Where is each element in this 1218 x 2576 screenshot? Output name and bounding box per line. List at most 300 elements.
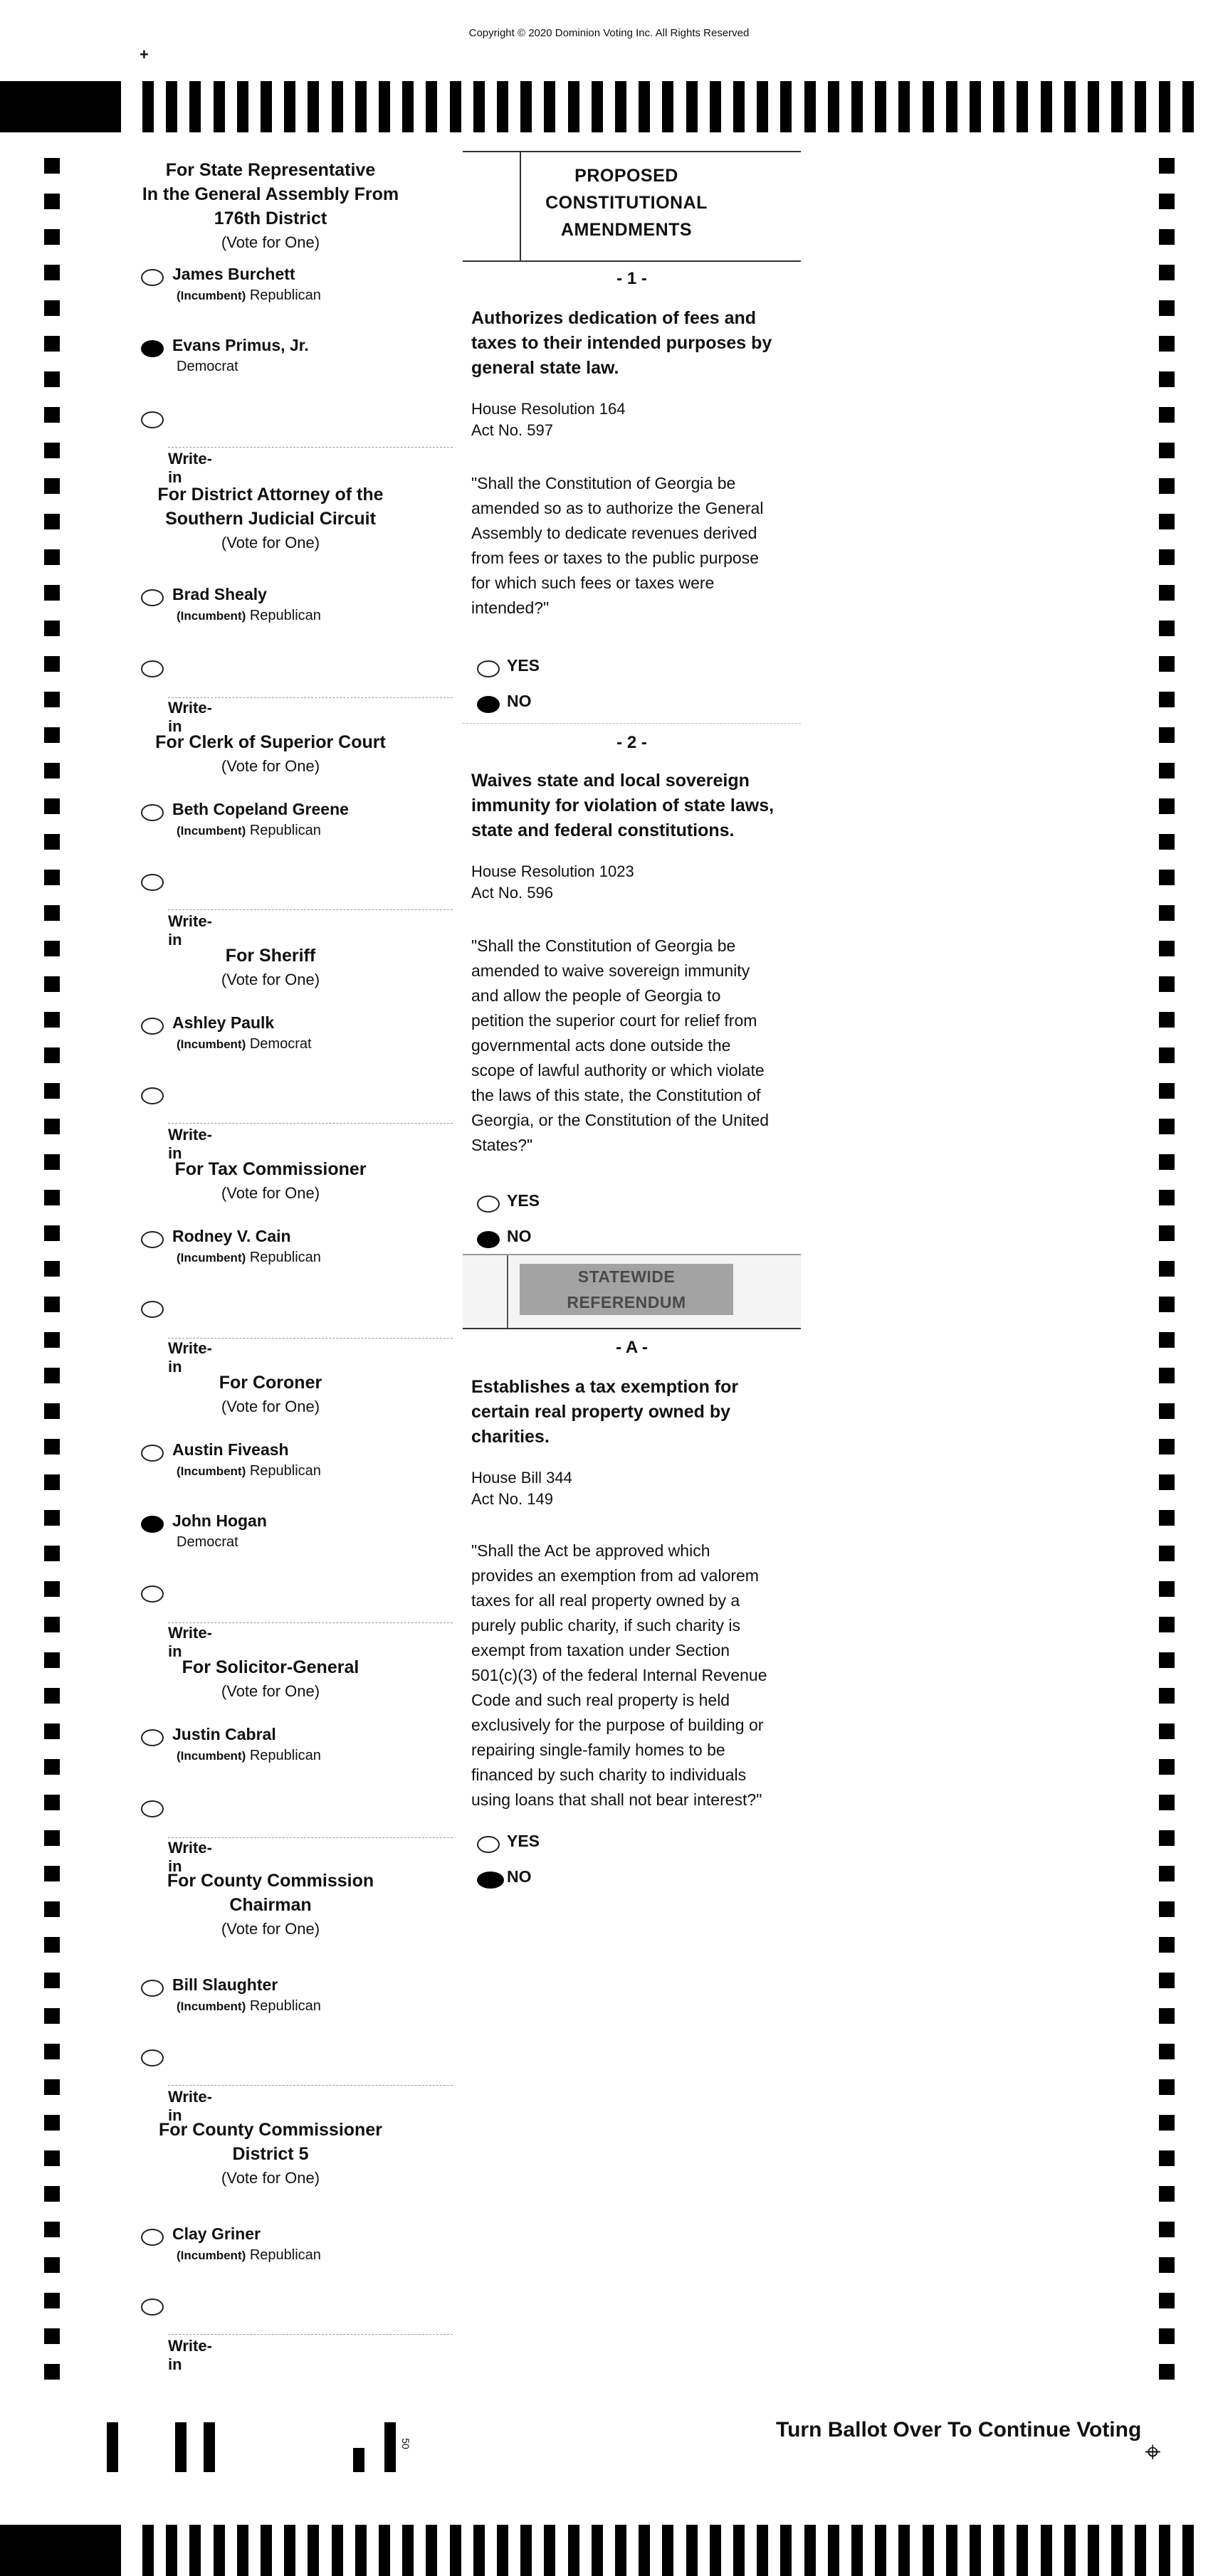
timing-mark bbox=[804, 2525, 816, 2576]
side-timing-mark bbox=[44, 2328, 60, 2344]
candidate-name: Justin Cabral bbox=[172, 1725, 276, 1743]
side-timing-mark bbox=[44, 2186, 60, 2202]
timing-mark bbox=[473, 2525, 485, 2576]
side-timing-mark bbox=[1159, 2328, 1175, 2344]
side-timing-mark bbox=[1159, 763, 1175, 778]
side-timing-mark bbox=[44, 763, 60, 778]
side-timing-mark bbox=[44, 1617, 60, 1632]
contest-title-line: For Coroner bbox=[219, 1373, 322, 1393]
question-line: exclusively for the purpose of building or bbox=[471, 1716, 764, 1734]
timing-mark bbox=[402, 81, 414, 132]
side-timing-mark bbox=[44, 1759, 60, 1775]
contest-title-line: For Clerk of Superior Court bbox=[155, 732, 386, 752]
amendments-header-box bbox=[463, 151, 801, 262]
candidate-party bbox=[177, 287, 321, 304]
timing-mark bbox=[757, 2525, 768, 2576]
side-timing-mark bbox=[1159, 834, 1175, 850]
timing-mark bbox=[1064, 2525, 1076, 2576]
side-timing-mark bbox=[1159, 2293, 1175, 2308]
no-oval-marked[interactable] bbox=[477, 696, 500, 713]
party-name: Republican bbox=[249, 1748, 321, 1763]
referendum-number: - A - bbox=[616, 1338, 648, 1357]
side-timing-mark bbox=[44, 941, 60, 956]
timing-mark bbox=[450, 81, 461, 132]
writein-label: Write-in bbox=[168, 2088, 212, 2124]
side-timing-mark bbox=[44, 1546, 60, 1561]
question-line: amended to waive sovereign immunity bbox=[471, 961, 750, 980]
crosshair-icon: ⌖ bbox=[1145, 2437, 1161, 2468]
side-timing-mark bbox=[1159, 1688, 1175, 1704]
amendment-reference bbox=[471, 861, 634, 904]
side-timing-mark bbox=[44, 1510, 60, 1526]
timing-mark bbox=[615, 2525, 626, 2576]
timing-mark bbox=[261, 2525, 272, 2576]
timing-mark bbox=[828, 81, 839, 132]
ballot-oval[interactable] bbox=[141, 1585, 164, 1603]
side-timing-mark bbox=[1159, 1937, 1175, 1953]
question-line: provides an exemption from ad valorem bbox=[471, 1566, 759, 1585]
side-timing-mark bbox=[44, 1012, 60, 1028]
side-timing-mark bbox=[1159, 2186, 1175, 2202]
party-name: Democrat bbox=[177, 359, 238, 374]
side-timing-mark bbox=[1159, 1830, 1175, 1846]
side-timing-mark bbox=[1159, 549, 1175, 565]
side-timing-mark bbox=[44, 1119, 60, 1134]
header-divider bbox=[520, 152, 521, 260]
side-timing-mark bbox=[1159, 656, 1175, 672]
timing-mark bbox=[780, 81, 792, 132]
party-name: Republican bbox=[249, 1250, 321, 1265]
code-block bbox=[353, 2448, 364, 2472]
ref-line: Act No. 596 bbox=[471, 884, 553, 902]
side-timing-mark bbox=[1159, 2115, 1175, 2131]
party-name: Republican bbox=[249, 823, 321, 838]
writein-line bbox=[168, 697, 453, 698]
yes-label: YES bbox=[507, 1832, 540, 1850]
timing-mark bbox=[332, 81, 343, 132]
contest-title-line: For Tax Commissioner bbox=[174, 1159, 367, 1179]
ref-line: House Bill 344 bbox=[471, 1469, 572, 1487]
ballot-oval[interactable] bbox=[141, 589, 164, 606]
side-timing-mark bbox=[44, 407, 60, 423]
no-oval-marked[interactable] bbox=[477, 1231, 500, 1248]
party-name: Democrat bbox=[249, 1036, 312, 1052]
timing-mark bbox=[686, 81, 698, 132]
party-name: Republican bbox=[249, 2247, 321, 2263]
ballot-oval[interactable] bbox=[141, 1087, 164, 1104]
question-line: "Shall the Constitution of Georgia be bbox=[471, 936, 736, 955]
no-label: NO bbox=[507, 1227, 532, 1245]
side-timing-mark bbox=[44, 621, 60, 636]
timing-mark bbox=[733, 81, 745, 132]
code-block bbox=[204, 2422, 215, 2472]
side-timing-mark bbox=[44, 2115, 60, 2131]
amendment-title bbox=[471, 769, 799, 843]
amendment-question bbox=[471, 471, 799, 621]
timing-mark bbox=[662, 81, 673, 132]
title-line: general state law. bbox=[471, 358, 619, 378]
question-line: "Shall the Act be approved which bbox=[471, 1541, 710, 1560]
ballot-oval-marked[interactable] bbox=[141, 340, 164, 357]
no-oval-marked[interactable] bbox=[477, 1872, 504, 1889]
contest-title-line: District 5 bbox=[232, 2144, 309, 2164]
side-timing-mark bbox=[44, 834, 60, 850]
candidate-name: Ashley Paulk bbox=[172, 1013, 275, 1032]
side-timing-mark bbox=[44, 2222, 60, 2237]
side-timing-mark bbox=[1159, 336, 1175, 352]
timing-mark bbox=[568, 2525, 579, 2576]
ballot-oval[interactable] bbox=[141, 1018, 164, 1035]
candidate-party bbox=[177, 1463, 321, 1479]
timing-mark bbox=[308, 81, 319, 132]
side-timing-mark bbox=[44, 1083, 60, 1099]
ref-line: Act No. 597 bbox=[471, 421, 553, 439]
side-timing-mark bbox=[44, 158, 60, 174]
ballot-oval[interactable] bbox=[141, 804, 164, 821]
yes-oval[interactable] bbox=[477, 660, 500, 677]
timing-mark bbox=[520, 2525, 532, 2576]
side-timing-mark bbox=[1159, 870, 1175, 885]
side-timing-mark bbox=[44, 1403, 60, 1419]
side-timing-mark bbox=[44, 443, 60, 458]
incumbent-flag: (Incumbent) bbox=[177, 1251, 246, 1265]
vote-for-label: (Vote for One) bbox=[221, 971, 320, 988]
ballot-oval[interactable] bbox=[141, 1729, 164, 1746]
contest-title-state-rep bbox=[121, 158, 420, 255]
side-timing-mark bbox=[1159, 1901, 1175, 1917]
question-line: Code and such real property is held bbox=[471, 1691, 730, 1709]
side-timing-mark bbox=[44, 371, 60, 387]
side-timing-mark bbox=[1159, 300, 1175, 316]
side-timing-mark bbox=[44, 585, 60, 601]
side-timing-mark bbox=[1159, 1190, 1175, 1205]
top-timing-track bbox=[0, 81, 1218, 132]
side-timing-mark bbox=[1159, 1652, 1175, 1668]
incumbent-flag: (Incumbent) bbox=[177, 1749, 246, 1763]
side-timing-mark bbox=[44, 2008, 60, 2024]
ballot-oval-marked[interactable] bbox=[141, 1516, 164, 1533]
side-timing-mark bbox=[1159, 1795, 1175, 1810]
side-timing-mark bbox=[44, 1261, 60, 1277]
question-line: "Shall the Constitution of Georgia be bbox=[471, 474, 736, 492]
side-timing-mark bbox=[44, 905, 60, 921]
side-timing-mark bbox=[44, 1830, 60, 1846]
side-timing-mark bbox=[1159, 1617, 1175, 1632]
candidate-name: Rodney V. Cain bbox=[172, 1227, 291, 1245]
side-timing-mark bbox=[44, 1368, 60, 1383]
timing-mark bbox=[284, 2525, 295, 2576]
timing-mark bbox=[1159, 2525, 1170, 2576]
title-line: Waives state and local sovereign bbox=[471, 771, 750, 791]
header-line: AMENDMENTS bbox=[560, 220, 693, 240]
timing-mark bbox=[261, 81, 272, 132]
side-timing-mark bbox=[1159, 371, 1175, 387]
side-timing-mark bbox=[1159, 1047, 1175, 1063]
contest-title-line: Southern Judicial Circuit bbox=[165, 509, 376, 529]
side-timing-mark bbox=[44, 1581, 60, 1597]
title-line: Authorizes dedication of fees and bbox=[471, 308, 757, 328]
incumbent-flag: (Incumbent) bbox=[177, 609, 246, 623]
question-line: from fees or taxes to the public purpose bbox=[471, 549, 759, 567]
timing-mark bbox=[355, 2525, 367, 2576]
side-timing-mark bbox=[1159, 1439, 1175, 1455]
side-timing-mark bbox=[1159, 1083, 1175, 1099]
timing-mark bbox=[946, 81, 957, 132]
timing-mark bbox=[662, 2525, 673, 2576]
side-timing-mark bbox=[44, 1973, 60, 1988]
title-line: certain real property owned by bbox=[471, 1402, 730, 1422]
timing-mark bbox=[1017, 81, 1028, 132]
side-timing-mark bbox=[1159, 1261, 1175, 1277]
side-timing-mark bbox=[44, 2150, 60, 2166]
timing-mark bbox=[993, 2525, 1004, 2576]
contest-title-commissioner-district-5 bbox=[121, 2118, 420, 2190]
question-line: scope of lawful authority or which violate bbox=[471, 1061, 765, 1080]
title-line: state and federal constitutions. bbox=[471, 820, 735, 840]
side-timing-mark bbox=[44, 2257, 60, 2273]
code-block bbox=[175, 2422, 187, 2472]
writein-label: Write-in bbox=[168, 1839, 212, 1875]
party-name: Republican bbox=[249, 287, 321, 303]
timing-mark bbox=[473, 81, 485, 132]
timing-mark bbox=[237, 2525, 248, 2576]
header-divider bbox=[507, 1255, 508, 1328]
contest-title-line: In the General Assembly From bbox=[142, 184, 399, 204]
vote-for-label: (Vote for One) bbox=[221, 2169, 320, 2187]
ballot-oval[interactable] bbox=[141, 1445, 164, 1462]
candidate-name: Austin Fiveash bbox=[172, 1440, 289, 1459]
side-timing-mark bbox=[1159, 443, 1175, 458]
incumbent-flag: (Incumbent) bbox=[177, 289, 246, 302]
timing-mark bbox=[686, 2525, 698, 2576]
ballot-oval[interactable] bbox=[141, 1980, 164, 1997]
side-timing-mark bbox=[44, 656, 60, 672]
side-timing-mark bbox=[44, 1937, 60, 1953]
timing-mark bbox=[851, 81, 863, 132]
ballot-oval[interactable] bbox=[141, 1301, 164, 1318]
ballot-oval[interactable] bbox=[141, 269, 164, 286]
candidate-party bbox=[177, 608, 321, 624]
timing-mark bbox=[1159, 81, 1170, 132]
side-timing-mark bbox=[1159, 1581, 1175, 1597]
side-timing-mark bbox=[1159, 905, 1175, 921]
side-timing-mark bbox=[1159, 798, 1175, 814]
timing-mark bbox=[166, 2525, 177, 2576]
referendum-reference bbox=[471, 1467, 572, 1510]
contest-title-tax-commissioner bbox=[121, 1157, 420, 1205]
contest-title-line: 176th District bbox=[214, 208, 327, 228]
writein-line bbox=[168, 909, 453, 910]
referendum-header-text bbox=[520, 1264, 733, 1315]
side-timing-mark bbox=[1159, 692, 1175, 707]
side-timing-mark bbox=[1159, 1012, 1175, 1028]
side-timing-mark bbox=[44, 1297, 60, 1312]
vote-for-label: (Vote for One) bbox=[221, 1682, 320, 1700]
code-block bbox=[107, 2422, 118, 2472]
side-timing-mark bbox=[44, 1439, 60, 1455]
side-timing-mark bbox=[44, 300, 60, 316]
timing-mark bbox=[946, 2525, 957, 2576]
timing-mark bbox=[875, 81, 886, 132]
no-label: NO bbox=[507, 1867, 532, 1886]
ballot-oval[interactable] bbox=[141, 1231, 164, 1248]
timing-mark bbox=[237, 81, 248, 132]
side-timing-mark bbox=[1159, 2257, 1175, 2273]
ballot-oval[interactable] bbox=[141, 660, 164, 677]
side-timing-mark bbox=[1159, 229, 1175, 245]
side-timing-mark bbox=[44, 1901, 60, 1917]
contest-title-line: For Solicitor-General bbox=[182, 1657, 359, 1677]
timing-mark bbox=[733, 2525, 745, 2576]
referendum-header-box bbox=[463, 1254, 801, 1329]
ballot-oval[interactable] bbox=[141, 1800, 164, 1817]
timing-mark bbox=[308, 2525, 319, 2576]
timing-mark bbox=[450, 2525, 461, 2576]
timing-mark bbox=[639, 81, 650, 132]
candidate-party bbox=[177, 1998, 321, 2015]
timing-mark bbox=[142, 81, 154, 132]
timing-mark bbox=[923, 2525, 934, 2576]
side-timing-mark bbox=[44, 265, 60, 280]
side-timing-mark bbox=[1159, 2079, 1175, 2095]
timing-mark bbox=[379, 81, 390, 132]
timing-mark bbox=[970, 2525, 981, 2576]
ballot-oval[interactable] bbox=[141, 874, 164, 891]
header-line: STATEWIDE bbox=[577, 1267, 676, 1286]
yes-oval[interactable] bbox=[477, 1195, 500, 1213]
timing-mark bbox=[402, 2525, 414, 2576]
timing-mark bbox=[1017, 2525, 1028, 2576]
side-timing-mark bbox=[44, 1474, 60, 1490]
candidate-name: Brad Shealy bbox=[172, 585, 267, 603]
timing-mark bbox=[379, 2525, 390, 2576]
ref-line: House Resolution 164 bbox=[471, 400, 626, 418]
side-timing-mark bbox=[1159, 1368, 1175, 1383]
side-timing-mark bbox=[1159, 1403, 1175, 1419]
question-line: using loans that shall not bear interest?" bbox=[471, 1790, 762, 1809]
writein-label: Write-in bbox=[168, 912, 212, 949]
side-timing-mark bbox=[44, 478, 60, 494]
contest-title-line: For County Commission bbox=[167, 1871, 374, 1891]
vote-for-label: (Vote for One) bbox=[221, 1920, 320, 1938]
timing-mark bbox=[1064, 81, 1076, 132]
side-timing-mark bbox=[44, 798, 60, 814]
side-timing-mark bbox=[44, 727, 60, 743]
turn-ballot-over-notice: Turn Ballot Over To Continue Voting bbox=[776, 2418, 1142, 2442]
candidate-name: James Burchett bbox=[172, 265, 295, 283]
title-line: charities. bbox=[471, 1427, 550, 1447]
timing-mark bbox=[780, 2525, 792, 2576]
timing-mark bbox=[1041, 81, 1052, 132]
timing-mark bbox=[970, 81, 981, 132]
timing-mark bbox=[1041, 2525, 1052, 2576]
ballot-oval[interactable] bbox=[141, 2049, 164, 2066]
header-line: PROPOSED bbox=[574, 166, 678, 186]
candidate-name: John Hogan bbox=[172, 1511, 267, 1530]
header-line: CONSTITUTIONAL bbox=[545, 193, 708, 213]
side-timing-mark bbox=[1159, 621, 1175, 636]
contest-title-commission-chairman bbox=[121, 1869, 420, 1941]
bottom-timing-track bbox=[0, 2525, 1218, 2576]
vote-for-label: (Vote for One) bbox=[221, 534, 320, 551]
incumbent-flag: (Incumbent) bbox=[177, 2249, 246, 2262]
question-line: petition the superior court for relief from bbox=[471, 1011, 757, 1030]
writein-label: Write-in bbox=[168, 1624, 212, 1660]
candidate-name: Clay Griner bbox=[172, 2224, 261, 2243]
incumbent-flag: (Incumbent) bbox=[177, 2000, 246, 2013]
side-timing-mark bbox=[44, 1190, 60, 1205]
side-timing-mark bbox=[44, 1332, 60, 1348]
vote-for-label: (Vote for One) bbox=[221, 1184, 320, 1202]
candidate-party bbox=[177, 1036, 312, 1052]
side-timing-mark bbox=[44, 2293, 60, 2308]
candidate-party bbox=[177, 1748, 321, 1764]
side-timing-mark bbox=[1159, 727, 1175, 743]
side-timing-mark bbox=[1159, 2364, 1175, 2380]
yes-oval[interactable] bbox=[477, 1836, 500, 1853]
timing-mark bbox=[851, 2525, 863, 2576]
code-block bbox=[384, 2422, 396, 2472]
writein-label: Write-in bbox=[168, 2337, 212, 2373]
amendment-title bbox=[471, 306, 799, 381]
side-timing-mark bbox=[1159, 1973, 1175, 1988]
question-line: and allow the people of Georgia to bbox=[471, 986, 721, 1005]
timing-mark bbox=[615, 81, 626, 132]
side-timing-mark bbox=[1159, 194, 1175, 209]
timing-mark bbox=[214, 2525, 225, 2576]
timing-mark bbox=[1182, 81, 1194, 132]
ballot-oval[interactable] bbox=[141, 2298, 164, 2316]
no-label: NO bbox=[507, 692, 532, 710]
timing-mark bbox=[426, 81, 437, 132]
contest-title-line: Chairman bbox=[229, 1895, 312, 1915]
timing-mark bbox=[568, 81, 579, 132]
incumbent-flag: (Incumbent) bbox=[177, 1038, 246, 1051]
incumbent-flag: (Incumbent) bbox=[177, 824, 246, 838]
writein-label: Write-in bbox=[168, 1339, 212, 1376]
amendments-header-text bbox=[527, 162, 726, 243]
question-line: for which such fees or taxes were bbox=[471, 574, 715, 592]
timing-mark bbox=[875, 2525, 886, 2576]
referendum-title bbox=[471, 1375, 799, 1450]
timing-mark bbox=[1135, 81, 1146, 132]
side-timing-mark bbox=[44, 336, 60, 352]
incumbent-flag: (Incumbent) bbox=[177, 1464, 246, 1478]
side-timing-mark bbox=[1159, 407, 1175, 423]
party-name: Democrat bbox=[177, 1534, 238, 1550]
question-line: financed by such charity to individuals bbox=[471, 1765, 747, 1784]
side-timing-mark bbox=[44, 692, 60, 707]
contest-title-sheriff bbox=[121, 944, 420, 992]
side-timing-mark bbox=[1159, 2044, 1175, 2059]
side-timing-mark bbox=[44, 976, 60, 992]
question-line: intended?" bbox=[471, 598, 550, 617]
side-timing-mark bbox=[44, 549, 60, 565]
candidate-name: Bill Slaughter bbox=[172, 1975, 278, 1994]
timing-mark bbox=[284, 81, 295, 132]
ballot-oval[interactable] bbox=[141, 2229, 164, 2246]
ballot-oval[interactable] bbox=[141, 411, 164, 428]
question-line: purely public charity, if such charity is bbox=[471, 1616, 740, 1635]
side-timing-mark bbox=[44, 194, 60, 209]
candidate-name: Evans Primus, Jr. bbox=[172, 336, 309, 354]
side-timing-mark bbox=[44, 1652, 60, 1668]
timing-mark bbox=[214, 81, 225, 132]
timing-mark bbox=[1088, 81, 1099, 132]
question-line: governmental acts done outside the bbox=[471, 1036, 731, 1055]
timing-mark bbox=[332, 2525, 343, 2576]
side-timing-mark bbox=[1159, 976, 1175, 992]
